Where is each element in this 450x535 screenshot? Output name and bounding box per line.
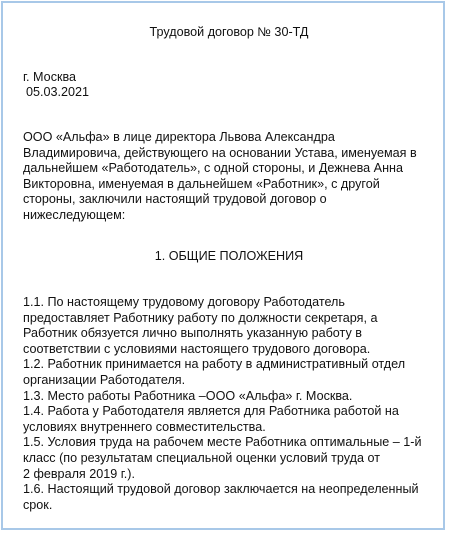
- intro-line: нижеследующем:: [23, 207, 126, 222]
- clause-line: 1.3. Место работы Работника –ООО «Альфа» г. Москва.: [23, 388, 353, 403]
- clause-line: срок.: [23, 497, 53, 512]
- document-city: г. Москва: [23, 70, 77, 84]
- clause-line: 1.2. Работник принимается на работу в административный отдел: [23, 357, 406, 372]
- clause-line: 1.4. Работа у Работодателя является для Работника работой на: [23, 404, 399, 419]
- intro-paragraph: [23, 130, 435, 224]
- clause-line: предоставляет Работнику работу по должности секретаря, а: [23, 310, 378, 325]
- document-date: 05.03.2021: [26, 85, 90, 99]
- clause-line: Работник обязуется лично выполнять указанную работу в: [23, 326, 362, 341]
- clause-line: класс (по результатам специальной оценки условий труда от: [23, 450, 380, 465]
- clause-line: 1.6. Настоящий трудовой договор заключается на неопределенный: [23, 482, 419, 497]
- clause-line: 1.1. По настоящему трудовому договору Работодатель: [23, 295, 345, 309]
- section-heading: 1. ОБЩИЕ ПОЛОЖЕНИЯ: [154, 249, 304, 263]
- document-title: Трудовой договор № 30-ТД: [149, 25, 309, 39]
- intro-line: Викторовна, именуемая в дальнейшем «Работник», с другой: [23, 176, 380, 191]
- intro-line: дальнейшем «Работодатель», с одной стороны, и Дежнева Анна: [23, 161, 403, 176]
- clause-line: 1.5. Условия труда на рабочем месте Работника оптимальные – 1-й: [23, 435, 422, 450]
- intro-line: Владимировича, действующего на основании Устава, именуемая в: [23, 145, 417, 160]
- document-frame: [1, 1, 445, 530]
- clause-line: организации Работодателя.: [23, 372, 186, 387]
- clause-line: соответствии с условиями настоящего трудового договора.: [23, 341, 371, 356]
- clause-line: 2 февраля 2019 г.).: [23, 466, 135, 481]
- intro-line: стороны, заключили настоящий трудовой договор о: [23, 192, 327, 207]
- intro-line: ООО «Альфа» в лице директора Львова Александра: [23, 130, 335, 144]
- clause-line: условиях внутреннего совместительства.: [23, 419, 266, 434]
- clauses-block: [23, 295, 435, 513]
